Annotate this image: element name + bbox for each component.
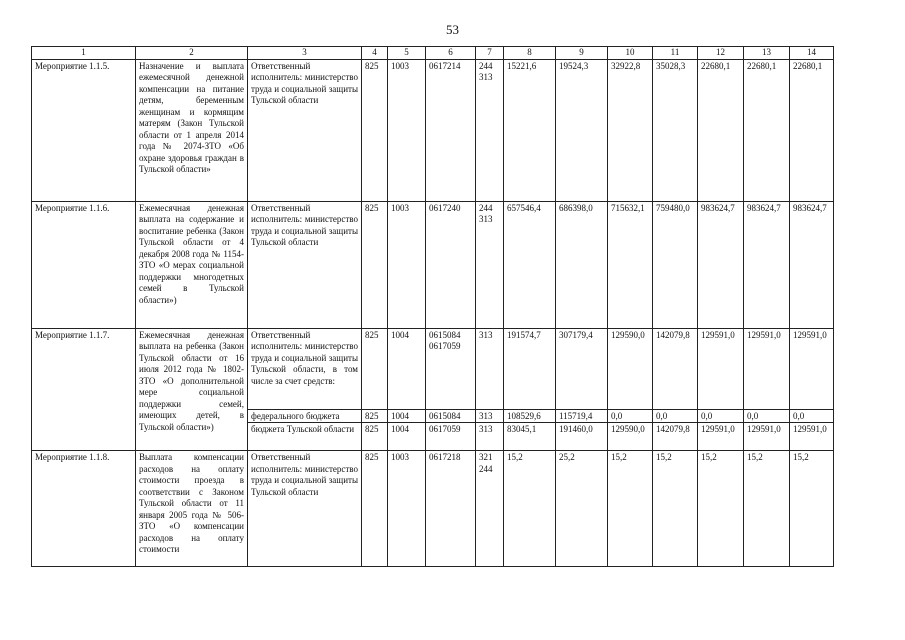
cell-c7: 313 [476,423,504,451]
cell-c14: 22680,1 [790,59,834,201]
cell-c5: 1004 [388,423,426,451]
cell-c11: 759480,0 [653,201,698,328]
cell-c13: 15,2 [744,451,790,567]
col-header: 8 [504,47,556,60]
col-header: 3 [248,47,362,60]
measure-id: Мероприятие 1.1.8. [32,451,136,567]
cell-c11: 15,2 [653,451,698,567]
program-table [31,46,834,567]
cell-c13: 129591,0 [744,328,790,409]
cell-c12: 983624,7 [698,201,744,328]
cell-c6: 0617240 [426,201,476,328]
cell-c12: 129591,0 [698,328,744,409]
cell-c6: 0617218 [426,451,476,567]
col-header: 2 [136,47,248,60]
cell-c6: 0615084 [426,409,476,423]
cell-c12: 22680,1 [698,59,744,201]
cell-c14: 983624,7 [790,201,834,328]
cell-c4: 825 [362,451,388,567]
col-header: 10 [608,47,653,60]
cell-c7: 321 244 [476,451,504,567]
cell-c5: 1003 [388,451,426,567]
executor: Ответственный исполнитель: министерство труда и социальной защиты Тульской области, в том числе за счет средств: [248,328,362,409]
cell-c10: 32922,8 [608,59,653,201]
measure-id: Мероприятие 1.1.5. [32,59,136,201]
executor: Ответственный исполнитель: министерство труда и социальной защиты Тульской области [248,201,362,328]
col-header: 13 [744,47,790,60]
cell-c10: 15,2 [608,451,653,567]
page-number: 53 [446,22,459,37]
col-header: 9 [556,47,608,60]
measure-name: Назначение и выплата ежемесячной денежной компенсации на питание детям, беременным женщинам и кормящим матерям (Закон Тульской области от 1 апреля 2014 года № 2074-ЗТО «Об охране здоровья граждан в Тульской области» [136,59,248,201]
cell-c4: 825 [362,59,388,201]
cell-c9: 25,2 [556,451,608,567]
cell-c8: 15221,6 [504,59,556,201]
cell-c12: 0,0 [698,409,744,423]
cell-c4: 825 [362,423,388,451]
cell-c8: 191574,7 [504,328,556,409]
cell-c14: 0,0 [790,409,834,423]
cell-c9: 19524,3 [556,59,608,201]
cell-c7: 313 [476,409,504,423]
cell-c5: 1003 [388,59,426,201]
cell-c4: 825 [362,409,388,423]
cell-c5: 1003 [388,201,426,328]
table-row [32,59,834,201]
cell-c8: 83045,1 [504,423,556,451]
cell-c4: 825 [362,328,388,409]
table-row [32,328,834,409]
table-row [32,201,834,328]
cell-c7: 244 313 [476,201,504,328]
measure-name: Выплата компенсации расходов на оплату стоимости проезда в соответствии с Законом Тульской области от 11 января 2005 года № 506-ЗТО «О компенсации расходов на оплату стоимости [136,451,248,567]
executor: Ответственный исполнитель: министерство труда и социальной защиты Тульской области [248,59,362,201]
header-row [32,47,834,60]
cell-c11: 35028,3 [653,59,698,201]
cell-c12: 129591,0 [698,423,744,451]
col-header: 1 [32,47,136,60]
cell-c14: 129591,0 [790,423,834,451]
cell-c5: 1004 [388,328,426,409]
cell-c9: 307179,4 [556,328,608,409]
table-row [32,451,834,567]
col-header: 6 [426,47,476,60]
col-header: 11 [653,47,698,60]
cell-c9: 686398,0 [556,201,608,328]
measure-name: Ежемесячная денежная выплата на ребенка (Закон Тульской области от 16 июля 2012 года № 1802-ЗТО «О дополнительной мере социальной поддержки семей, имеющих детей, в Тульской области») [136,328,248,451]
cell-c11: 0,0 [653,409,698,423]
measure-id: Мероприятие 1.1.7. [32,328,136,451]
measure-name: Ежемесячная денежная выплата на содержание и воспитание ребенка (Закон Тульской области от 4 декабря 2008 года № 1154-ЗТО «О мерах социальной поддержки многодетных семей в Тульской области») [136,201,248,328]
cell-c11: 142079,8 [653,328,698,409]
cell-c14: 15,2 [790,451,834,567]
cell-c11: 142079,8 [653,423,698,451]
cell-c7: 313 [476,328,504,409]
cell-c10: 129590,0 [608,328,653,409]
cell-c12: 15,2 [698,451,744,567]
cell-c7: 244 313 [476,59,504,201]
cell-c14: 129591,0 [790,328,834,409]
cell-c10: 129590,0 [608,423,653,451]
cell-c8: 15,2 [504,451,556,567]
cell-c5: 1004 [388,409,426,423]
cell-c8: 657546,4 [504,201,556,328]
col-header: 12 [698,47,744,60]
executor-source: федерального бюджета [248,409,362,423]
cell-c6: 0617059 [426,423,476,451]
cell-c10: 715632,1 [608,201,653,328]
cell-c8: 108529,6 [504,409,556,423]
cell-c6: 0617214 [426,59,476,201]
cell-c13: 129591,0 [744,423,790,451]
cell-c4: 825 [362,201,388,328]
cell-c13: 0,0 [744,409,790,423]
executor-source: бюджета Тульской области [248,423,362,451]
cell-c9: 115719,4 [556,409,608,423]
cell-c9: 191460,0 [556,423,608,451]
cell-c13: 22680,1 [744,59,790,201]
col-header: 5 [388,47,426,60]
cell-c13: 983624,7 [744,201,790,328]
cell-c6: 0615084 0617059 [426,328,476,409]
col-header: 4 [362,47,388,60]
col-header: 14 [790,47,834,60]
col-header: 7 [476,47,504,60]
executor: Ответственный исполнитель: министерство труда и социальной защиты Тульской области [248,451,362,567]
measure-id: Мероприятие 1.1.6. [32,201,136,328]
cell-c10: 0,0 [608,409,653,423]
